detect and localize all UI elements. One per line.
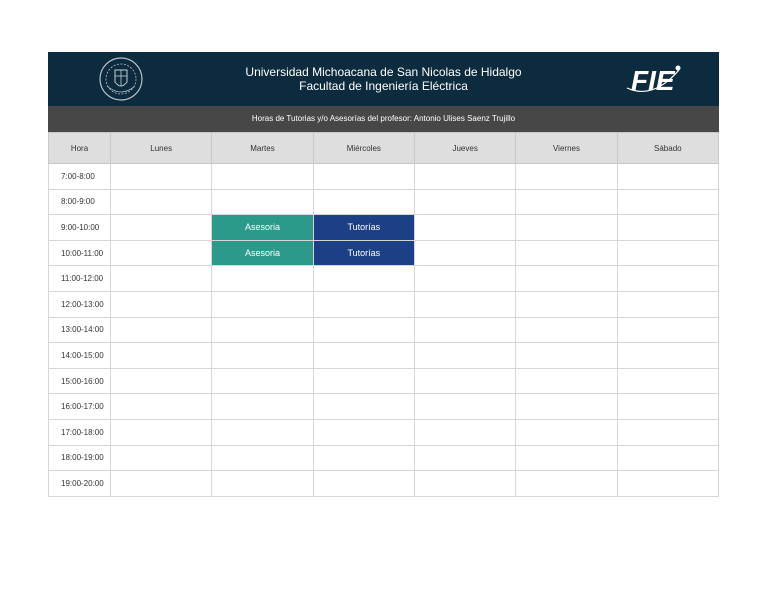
empty-slot xyxy=(111,215,212,241)
column-header: Viernes xyxy=(516,133,617,164)
empty-slot xyxy=(212,164,313,190)
empty-slot xyxy=(516,291,617,317)
table-row xyxy=(49,368,719,394)
empty-slot xyxy=(414,164,515,190)
table-row xyxy=(49,445,719,471)
empty-slot xyxy=(212,394,313,420)
empty-slot xyxy=(313,343,414,369)
empty-slot xyxy=(516,240,617,266)
empty-slot xyxy=(414,419,515,445)
empty-slot xyxy=(212,419,313,445)
hour-cell: 17:00-18:00 xyxy=(49,419,111,445)
empty-slot xyxy=(111,240,212,266)
empty-slot xyxy=(414,240,515,266)
empty-slot xyxy=(313,419,414,445)
empty-slot xyxy=(516,343,617,369)
empty-slot xyxy=(414,189,515,215)
hour-cell: 13:00-14:00 xyxy=(49,317,111,343)
empty-slot xyxy=(617,215,718,241)
column-header: Miércoles xyxy=(313,133,414,164)
table-row xyxy=(49,215,719,241)
empty-slot xyxy=(414,291,515,317)
hour-cell: 10:00-11:00 xyxy=(49,240,111,266)
table-row xyxy=(49,343,719,369)
empty-slot xyxy=(516,189,617,215)
professor-bar xyxy=(48,106,719,132)
professor-name: Antonio Ulises Saenz Trujillo xyxy=(413,114,516,123)
professor-label: Horas de Tutorias y/o Asesorías del profesor: xyxy=(251,114,412,123)
empty-slot xyxy=(111,394,212,420)
empty-slot xyxy=(212,343,313,369)
empty-slot xyxy=(414,394,515,420)
asesoria-slot: Asesoria xyxy=(212,240,313,266)
hour-cell: 7:00-8:00 xyxy=(49,164,111,190)
table-row xyxy=(49,240,719,266)
hour-cell: 9:00-10:00 xyxy=(49,215,111,241)
fie-logo-icon xyxy=(625,60,683,98)
table-row xyxy=(49,189,719,215)
empty-slot xyxy=(414,343,515,369)
empty-slot xyxy=(313,317,414,343)
schedule-sheet xyxy=(48,52,719,497)
svg-text:FIE: FIE xyxy=(631,65,675,96)
empty-slot xyxy=(617,343,718,369)
empty-slot xyxy=(212,317,313,343)
empty-slot xyxy=(212,368,313,394)
empty-slot xyxy=(617,266,718,292)
empty-slot xyxy=(414,368,515,394)
hour-cell: 12:00-13:00 xyxy=(49,291,111,317)
empty-slot xyxy=(617,445,718,471)
hour-cell: 14:00-15:00 xyxy=(49,343,111,369)
empty-slot xyxy=(313,394,414,420)
empty-slot xyxy=(617,189,718,215)
empty-slot xyxy=(617,394,718,420)
empty-slot xyxy=(313,471,414,497)
table-row xyxy=(49,164,719,190)
empty-slot xyxy=(111,266,212,292)
header-banner xyxy=(48,52,719,106)
empty-slot xyxy=(617,419,718,445)
empty-slot xyxy=(516,215,617,241)
empty-slot xyxy=(212,266,313,292)
empty-slot xyxy=(111,343,212,369)
empty-slot xyxy=(313,291,414,317)
empty-slot xyxy=(111,189,212,215)
table-row xyxy=(49,317,719,343)
empty-slot xyxy=(617,471,718,497)
empty-slot xyxy=(414,215,515,241)
table-row xyxy=(49,291,719,317)
empty-slot xyxy=(516,445,617,471)
column-header: Hora xyxy=(49,133,111,164)
tutorias-slot: Tutorías xyxy=(313,240,414,266)
empty-slot xyxy=(212,445,313,471)
empty-slot xyxy=(516,266,617,292)
empty-slot xyxy=(212,471,313,497)
empty-slot xyxy=(617,240,718,266)
empty-slot xyxy=(516,419,617,445)
empty-slot xyxy=(414,471,515,497)
empty-slot xyxy=(111,291,212,317)
empty-slot xyxy=(516,394,617,420)
header-row xyxy=(49,133,719,164)
empty-slot xyxy=(111,317,212,343)
hour-cell: 8:00-9:00 xyxy=(49,189,111,215)
empty-slot xyxy=(617,368,718,394)
empty-slot xyxy=(617,291,718,317)
empty-slot xyxy=(516,164,617,190)
empty-slot xyxy=(617,317,718,343)
empty-slot xyxy=(212,291,313,317)
empty-slot xyxy=(111,368,212,394)
empty-slot xyxy=(516,368,617,394)
empty-slot xyxy=(313,164,414,190)
empty-slot xyxy=(516,471,617,497)
empty-slot xyxy=(111,445,212,471)
header-titles xyxy=(48,65,719,93)
table-row xyxy=(49,394,719,420)
empty-slot xyxy=(313,368,414,394)
hour-cell: 11:00-12:00 xyxy=(49,266,111,292)
university-name: Universidad Michoacana de San Nicolas de Hidalgo xyxy=(245,65,522,79)
empty-slot xyxy=(414,317,515,343)
empty-slot xyxy=(516,317,617,343)
empty-slot xyxy=(111,164,212,190)
table-row xyxy=(49,471,719,497)
empty-slot xyxy=(414,445,515,471)
empty-slot xyxy=(313,189,414,215)
faculty-name: Facultad de Ingeniería Eléctrica xyxy=(299,79,468,93)
empty-slot xyxy=(313,266,414,292)
empty-slot xyxy=(111,419,212,445)
schedule-table xyxy=(48,132,719,497)
empty-slot xyxy=(617,164,718,190)
hour-cell: 19:00-20:00 xyxy=(49,471,111,497)
table-row xyxy=(49,266,719,292)
empty-slot xyxy=(212,189,313,215)
hour-cell: 15:00-16:00 xyxy=(49,368,111,394)
table-row xyxy=(49,419,719,445)
column-header: Jueves xyxy=(414,133,515,164)
tutorias-slot: Tutorías xyxy=(313,215,414,241)
asesoria-slot: Asesoria xyxy=(212,215,313,241)
empty-slot xyxy=(313,445,414,471)
hour-cell: 18:00-19:00 xyxy=(49,445,111,471)
empty-slot xyxy=(111,471,212,497)
column-header: Martes xyxy=(212,133,313,164)
hour-cell: 16:00-17:00 xyxy=(49,394,111,420)
empty-slot xyxy=(414,266,515,292)
column-header: Sábado xyxy=(617,133,718,164)
column-header: Lunes xyxy=(111,133,212,164)
